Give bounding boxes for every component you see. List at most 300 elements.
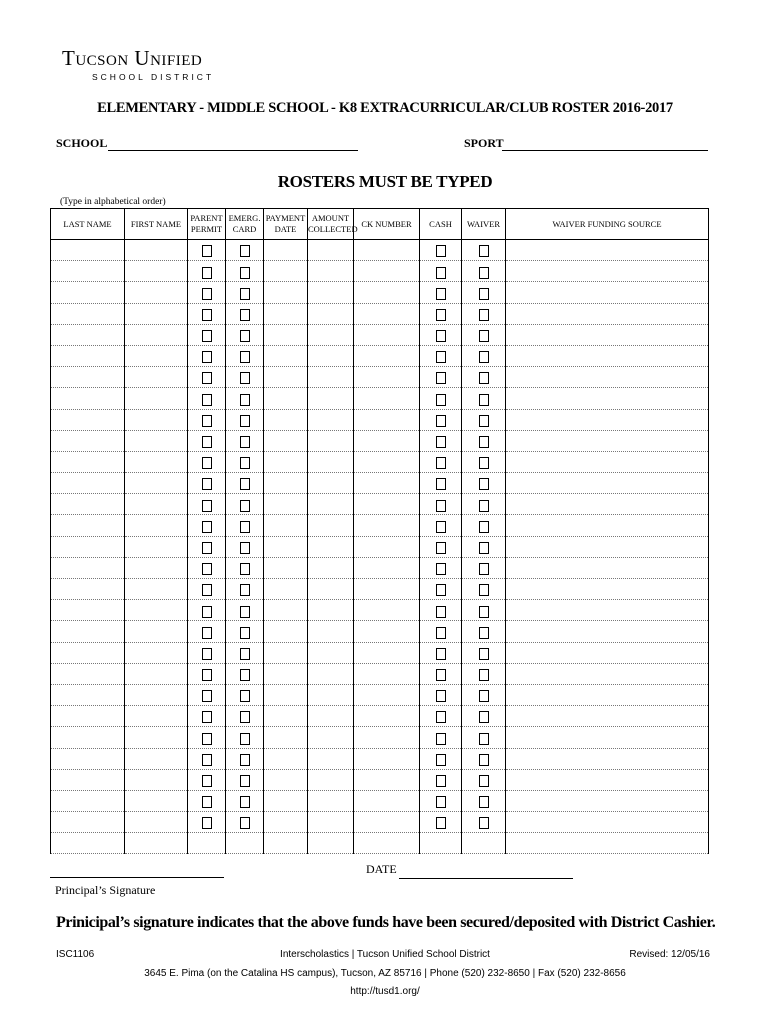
checkbox-icon[interactable]	[479, 648, 489, 660]
table-cell[interactable]	[506, 684, 709, 705]
table-cell[interactable]	[51, 727, 125, 748]
table-cell[interactable]	[506, 642, 709, 663]
checkbox-icon[interactable]	[240, 542, 250, 554]
table-cell[interactable]	[354, 579, 420, 600]
table-cell[interactable]	[125, 494, 188, 515]
table-cell[interactable]	[462, 748, 506, 769]
checkbox-icon[interactable]	[240, 754, 250, 766]
table-cell[interactable]	[226, 790, 264, 811]
checkbox-icon[interactable]	[436, 669, 446, 681]
table-cell[interactable]	[462, 515, 506, 536]
table-cell[interactable]	[226, 261, 264, 282]
table-cell[interactable]	[264, 706, 308, 727]
table-cell[interactable]	[51, 282, 125, 303]
checkbox-icon[interactable]	[240, 606, 250, 618]
table-cell[interactable]	[308, 240, 354, 261]
table-cell[interactable]	[354, 684, 420, 705]
checkbox-icon[interactable]	[202, 690, 212, 702]
table-cell[interactable]	[308, 833, 354, 854]
table-cell[interactable]	[506, 261, 709, 282]
table-cell[interactable]	[462, 345, 506, 366]
checkbox-icon[interactable]	[436, 457, 446, 469]
sport-field[interactable]	[502, 150, 708, 151]
table-cell[interactable]	[125, 282, 188, 303]
table-cell[interactable]	[462, 557, 506, 578]
checkbox-icon[interactable]	[436, 796, 446, 808]
checkbox-icon[interactable]	[479, 457, 489, 469]
table-cell[interactable]	[462, 240, 506, 261]
table-cell[interactable]	[264, 600, 308, 621]
checkbox-icon[interactable]	[240, 796, 250, 808]
table-cell[interactable]	[125, 473, 188, 494]
table-cell[interactable]	[420, 303, 462, 324]
checkbox-icon[interactable]	[202, 288, 212, 300]
table-cell[interactable]	[506, 748, 709, 769]
table-cell[interactable]	[125, 706, 188, 727]
checkbox-icon[interactable]	[240, 669, 250, 681]
checkbox-icon[interactable]	[436, 817, 446, 829]
checkbox-icon[interactable]	[202, 627, 212, 639]
table-cell[interactable]	[226, 515, 264, 536]
table-cell[interactable]	[506, 833, 709, 854]
table-cell[interactable]	[226, 727, 264, 748]
table-cell[interactable]	[462, 579, 506, 600]
checkbox-icon[interactable]	[479, 606, 489, 618]
table-cell[interactable]	[462, 494, 506, 515]
table-cell[interactable]	[354, 388, 420, 409]
table-cell[interactable]	[506, 600, 709, 621]
table-cell[interactable]	[226, 324, 264, 345]
checkbox-icon[interactable]	[479, 245, 489, 257]
checkbox-icon[interactable]	[436, 309, 446, 321]
table-cell[interactable]	[125, 367, 188, 388]
checkbox-icon[interactable]	[479, 351, 489, 363]
checkbox-icon[interactable]	[202, 478, 212, 490]
table-cell[interactable]	[264, 261, 308, 282]
checkbox-icon[interactable]	[436, 245, 446, 257]
table-cell[interactable]	[354, 748, 420, 769]
table-cell[interactable]	[420, 515, 462, 536]
table-cell[interactable]	[308, 621, 354, 642]
table-cell[interactable]	[462, 451, 506, 472]
table-cell[interactable]	[125, 684, 188, 705]
table-cell[interactable]	[264, 473, 308, 494]
table-cell[interactable]	[354, 409, 420, 430]
checkbox-icon[interactable]	[479, 754, 489, 766]
table-cell[interactable]	[420, 409, 462, 430]
table-cell[interactable]	[308, 473, 354, 494]
checkbox-icon[interactable]	[202, 267, 212, 279]
table-cell[interactable]	[51, 621, 125, 642]
checkbox-icon[interactable]	[479, 478, 489, 490]
table-cell[interactable]	[51, 240, 125, 261]
checkbox-icon[interactable]	[436, 542, 446, 554]
principal-signature-field[interactable]	[50, 877, 224, 878]
table-cell[interactable]	[354, 430, 420, 451]
checkbox-icon[interactable]	[479, 669, 489, 681]
checkbox-icon[interactable]	[436, 754, 446, 766]
table-cell[interactable]	[506, 706, 709, 727]
table-cell[interactable]	[506, 282, 709, 303]
table-cell[interactable]	[264, 833, 308, 854]
table-cell[interactable]	[226, 579, 264, 600]
checkbox-icon[interactable]	[240, 288, 250, 300]
table-cell[interactable]	[125, 663, 188, 684]
table-cell[interactable]	[308, 303, 354, 324]
table-cell[interactable]	[308, 727, 354, 748]
table-cell[interactable]	[125, 261, 188, 282]
table-cell[interactable]	[506, 557, 709, 578]
table-cell[interactable]	[264, 430, 308, 451]
table-cell[interactable]	[51, 769, 125, 790]
table-cell[interactable]	[420, 536, 462, 557]
table-cell[interactable]	[354, 812, 420, 833]
checkbox-icon[interactable]	[436, 330, 446, 342]
table-cell[interactable]	[125, 642, 188, 663]
table-cell[interactable]	[226, 663, 264, 684]
table-cell[interactable]	[308, 261, 354, 282]
table-cell[interactable]	[125, 727, 188, 748]
table-cell[interactable]	[188, 769, 226, 790]
table-cell[interactable]	[420, 240, 462, 261]
table-cell[interactable]	[354, 345, 420, 366]
table-cell[interactable]	[506, 579, 709, 600]
table-cell[interactable]	[125, 303, 188, 324]
checkbox-icon[interactable]	[479, 267, 489, 279]
table-cell[interactable]	[125, 748, 188, 769]
table-cell[interactable]	[506, 621, 709, 642]
checkbox-icon[interactable]	[479, 627, 489, 639]
table-cell[interactable]	[188, 345, 226, 366]
table-cell[interactable]	[420, 430, 462, 451]
table-cell[interactable]	[188, 240, 226, 261]
table-cell[interactable]	[354, 769, 420, 790]
checkbox-icon[interactable]	[479, 288, 489, 300]
checkbox-icon[interactable]	[479, 796, 489, 808]
table-cell[interactable]	[420, 261, 462, 282]
table-cell[interactable]	[420, 324, 462, 345]
table-cell[interactable]	[264, 367, 308, 388]
table-cell[interactable]	[226, 494, 264, 515]
table-cell[interactable]	[420, 663, 462, 684]
table-cell[interactable]	[506, 430, 709, 451]
table-cell[interactable]	[420, 769, 462, 790]
checkbox-icon[interactable]	[436, 733, 446, 745]
table-cell[interactable]	[188, 557, 226, 578]
table-cell[interactable]	[51, 345, 125, 366]
table-cell[interactable]	[51, 409, 125, 430]
table-cell[interactable]	[264, 303, 308, 324]
table-cell[interactable]	[51, 494, 125, 515]
table-cell[interactable]	[308, 451, 354, 472]
table-cell[interactable]	[354, 240, 420, 261]
table-cell[interactable]	[188, 790, 226, 811]
table-cell[interactable]	[462, 833, 506, 854]
table-cell[interactable]	[462, 706, 506, 727]
table-cell[interactable]	[125, 345, 188, 366]
table-cell[interactable]	[264, 769, 308, 790]
table-cell[interactable]	[420, 790, 462, 811]
table-cell[interactable]	[308, 282, 354, 303]
table-cell[interactable]	[506, 663, 709, 684]
table-cell[interactable]	[51, 303, 125, 324]
table-cell[interactable]	[308, 388, 354, 409]
footer-url[interactable]: http://tusd1.org/	[350, 986, 420, 997]
table-cell[interactable]	[506, 473, 709, 494]
checkbox-icon[interactable]	[479, 500, 489, 512]
table-cell[interactable]	[226, 367, 264, 388]
table-cell[interactable]	[125, 324, 188, 345]
table-cell[interactable]	[506, 515, 709, 536]
checkbox-icon[interactable]	[479, 711, 489, 723]
table-cell[interactable]	[354, 833, 420, 854]
table-cell[interactable]	[354, 451, 420, 472]
table-cell[interactable]	[51, 579, 125, 600]
table-cell[interactable]	[51, 557, 125, 578]
table-cell[interactable]	[462, 642, 506, 663]
checkbox-icon[interactable]	[202, 669, 212, 681]
checkbox-icon[interactable]	[240, 817, 250, 829]
table-cell[interactable]	[188, 833, 226, 854]
checkbox-icon[interactable]	[202, 457, 212, 469]
table-cell[interactable]	[308, 494, 354, 515]
checkbox-icon[interactable]	[202, 521, 212, 533]
table-cell[interactable]	[308, 409, 354, 430]
table-cell[interactable]	[462, 600, 506, 621]
table-cell[interactable]	[462, 684, 506, 705]
table-cell[interactable]	[354, 621, 420, 642]
checkbox-icon[interactable]	[436, 415, 446, 427]
checkbox-icon[interactable]	[436, 500, 446, 512]
table-cell[interactable]	[462, 663, 506, 684]
table-cell[interactable]	[51, 515, 125, 536]
table-cell[interactable]	[308, 684, 354, 705]
table-cell[interactable]	[308, 536, 354, 557]
checkbox-icon[interactable]	[436, 563, 446, 575]
table-cell[interactable]	[264, 494, 308, 515]
checkbox-icon[interactable]	[202, 245, 212, 257]
table-cell[interactable]	[506, 451, 709, 472]
checkbox-icon[interactable]	[202, 775, 212, 787]
table-cell[interactable]	[506, 303, 709, 324]
checkbox-icon[interactable]	[240, 309, 250, 321]
table-cell[interactable]	[264, 790, 308, 811]
table-cell[interactable]	[188, 515, 226, 536]
checkbox-icon[interactable]	[240, 330, 250, 342]
table-cell[interactable]	[188, 303, 226, 324]
table-cell[interactable]	[264, 748, 308, 769]
table-cell[interactable]	[420, 282, 462, 303]
table-cell[interactable]	[226, 240, 264, 261]
table-cell[interactable]	[125, 515, 188, 536]
table-cell[interactable]	[226, 430, 264, 451]
table-cell[interactable]	[506, 388, 709, 409]
table-cell[interactable]	[125, 579, 188, 600]
table-cell[interactable]	[188, 663, 226, 684]
table-cell[interactable]	[51, 812, 125, 833]
table-cell[interactable]	[506, 240, 709, 261]
table-cell[interactable]	[308, 345, 354, 366]
table-cell[interactable]	[308, 663, 354, 684]
table-cell[interactable]	[420, 494, 462, 515]
table-cell[interactable]	[226, 600, 264, 621]
table-cell[interactable]	[264, 536, 308, 557]
table-cell[interactable]	[51, 642, 125, 663]
table-cell[interactable]	[188, 430, 226, 451]
checkbox-icon[interactable]	[202, 817, 212, 829]
table-cell[interactable]	[264, 388, 308, 409]
table-cell[interactable]	[462, 769, 506, 790]
table-cell[interactable]	[125, 621, 188, 642]
table-cell[interactable]	[264, 727, 308, 748]
table-cell[interactable]	[462, 388, 506, 409]
table-cell[interactable]	[308, 769, 354, 790]
checkbox-icon[interactable]	[436, 627, 446, 639]
table-cell[interactable]	[462, 790, 506, 811]
checkbox-icon[interactable]	[202, 500, 212, 512]
table-cell[interactable]	[420, 345, 462, 366]
table-cell[interactable]	[354, 727, 420, 748]
checkbox-icon[interactable]	[240, 267, 250, 279]
table-cell[interactable]	[354, 324, 420, 345]
table-cell[interactable]	[51, 430, 125, 451]
table-cell[interactable]	[462, 409, 506, 430]
table-cell[interactable]	[125, 451, 188, 472]
checkbox-icon[interactable]	[202, 542, 212, 554]
table-cell[interactable]	[308, 430, 354, 451]
table-cell[interactable]	[420, 833, 462, 854]
checkbox-icon[interactable]	[202, 351, 212, 363]
school-field[interactable]	[108, 150, 358, 151]
table-cell[interactable]	[420, 388, 462, 409]
table-cell[interactable]	[51, 600, 125, 621]
table-cell[interactable]	[51, 388, 125, 409]
table-cell[interactable]	[420, 642, 462, 663]
checkbox-icon[interactable]	[436, 648, 446, 660]
table-cell[interactable]	[308, 642, 354, 663]
table-cell[interactable]	[226, 769, 264, 790]
table-cell[interactable]	[264, 812, 308, 833]
table-cell[interactable]	[226, 473, 264, 494]
table-cell[interactable]	[188, 367, 226, 388]
checkbox-icon[interactable]	[436, 711, 446, 723]
checkbox-icon[interactable]	[479, 817, 489, 829]
checkbox-icon[interactable]	[240, 775, 250, 787]
checkbox-icon[interactable]	[240, 436, 250, 448]
table-cell[interactable]	[125, 790, 188, 811]
table-cell[interactable]	[462, 621, 506, 642]
table-cell[interactable]	[354, 790, 420, 811]
table-cell[interactable]	[308, 790, 354, 811]
table-cell[interactable]	[188, 409, 226, 430]
table-cell[interactable]	[51, 663, 125, 684]
date-field[interactable]	[399, 878, 573, 879]
checkbox-icon[interactable]	[240, 521, 250, 533]
table-cell[interactable]	[420, 684, 462, 705]
table-cell[interactable]	[188, 536, 226, 557]
table-cell[interactable]	[462, 536, 506, 557]
table-cell[interactable]	[354, 282, 420, 303]
table-cell[interactable]	[125, 409, 188, 430]
table-cell[interactable]	[420, 812, 462, 833]
table-cell[interactable]	[188, 579, 226, 600]
checkbox-icon[interactable]	[202, 394, 212, 406]
table-cell[interactable]	[226, 409, 264, 430]
table-cell[interactable]	[188, 388, 226, 409]
checkbox-icon[interactable]	[436, 521, 446, 533]
checkbox-icon[interactable]	[202, 330, 212, 342]
table-cell[interactable]	[226, 536, 264, 557]
table-cell[interactable]	[420, 727, 462, 748]
table-cell[interactable]	[188, 706, 226, 727]
checkbox-icon[interactable]	[240, 500, 250, 512]
table-cell[interactable]	[188, 324, 226, 345]
checkbox-icon[interactable]	[202, 584, 212, 596]
table-cell[interactable]	[226, 388, 264, 409]
table-cell[interactable]	[226, 303, 264, 324]
table-cell[interactable]	[506, 536, 709, 557]
checkbox-icon[interactable]	[479, 775, 489, 787]
table-cell[interactable]	[506, 367, 709, 388]
table-cell[interactable]	[226, 706, 264, 727]
checkbox-icon[interactable]	[202, 563, 212, 575]
checkbox-icon[interactable]	[202, 606, 212, 618]
table-cell[interactable]	[125, 536, 188, 557]
table-cell[interactable]	[264, 240, 308, 261]
table-cell[interactable]	[125, 430, 188, 451]
checkbox-icon[interactable]	[240, 478, 250, 490]
table-cell[interactable]	[354, 367, 420, 388]
table-cell[interactable]	[420, 557, 462, 578]
table-cell[interactable]	[51, 451, 125, 472]
checkbox-icon[interactable]	[479, 733, 489, 745]
table-cell[interactable]	[226, 282, 264, 303]
table-cell[interactable]	[125, 557, 188, 578]
table-cell[interactable]	[226, 557, 264, 578]
table-cell[interactable]	[506, 409, 709, 430]
table-cell[interactable]	[188, 727, 226, 748]
table-cell[interactable]	[506, 324, 709, 345]
table-cell[interactable]	[308, 600, 354, 621]
table-cell[interactable]	[354, 663, 420, 684]
table-cell[interactable]	[226, 684, 264, 705]
table-cell[interactable]	[125, 240, 188, 261]
table-cell[interactable]	[308, 748, 354, 769]
checkbox-icon[interactable]	[202, 648, 212, 660]
table-cell[interactable]	[462, 727, 506, 748]
table-cell[interactable]	[308, 812, 354, 833]
table-cell[interactable]	[51, 706, 125, 727]
table-cell[interactable]	[188, 261, 226, 282]
table-cell[interactable]	[226, 621, 264, 642]
checkbox-icon[interactable]	[436, 372, 446, 384]
checkbox-icon[interactable]	[479, 330, 489, 342]
checkbox-icon[interactable]	[479, 584, 489, 596]
table-cell[interactable]	[264, 557, 308, 578]
table-cell[interactable]	[188, 451, 226, 472]
table-cell[interactable]	[506, 812, 709, 833]
table-cell[interactable]	[264, 282, 308, 303]
table-cell[interactable]	[308, 367, 354, 388]
checkbox-icon[interactable]	[240, 351, 250, 363]
checkbox-icon[interactable]	[436, 267, 446, 279]
checkbox-icon[interactable]	[436, 775, 446, 787]
checkbox-icon[interactable]	[479, 521, 489, 533]
table-cell[interactable]	[264, 684, 308, 705]
table-cell[interactable]	[188, 684, 226, 705]
table-cell[interactable]	[420, 748, 462, 769]
table-cell[interactable]	[188, 812, 226, 833]
